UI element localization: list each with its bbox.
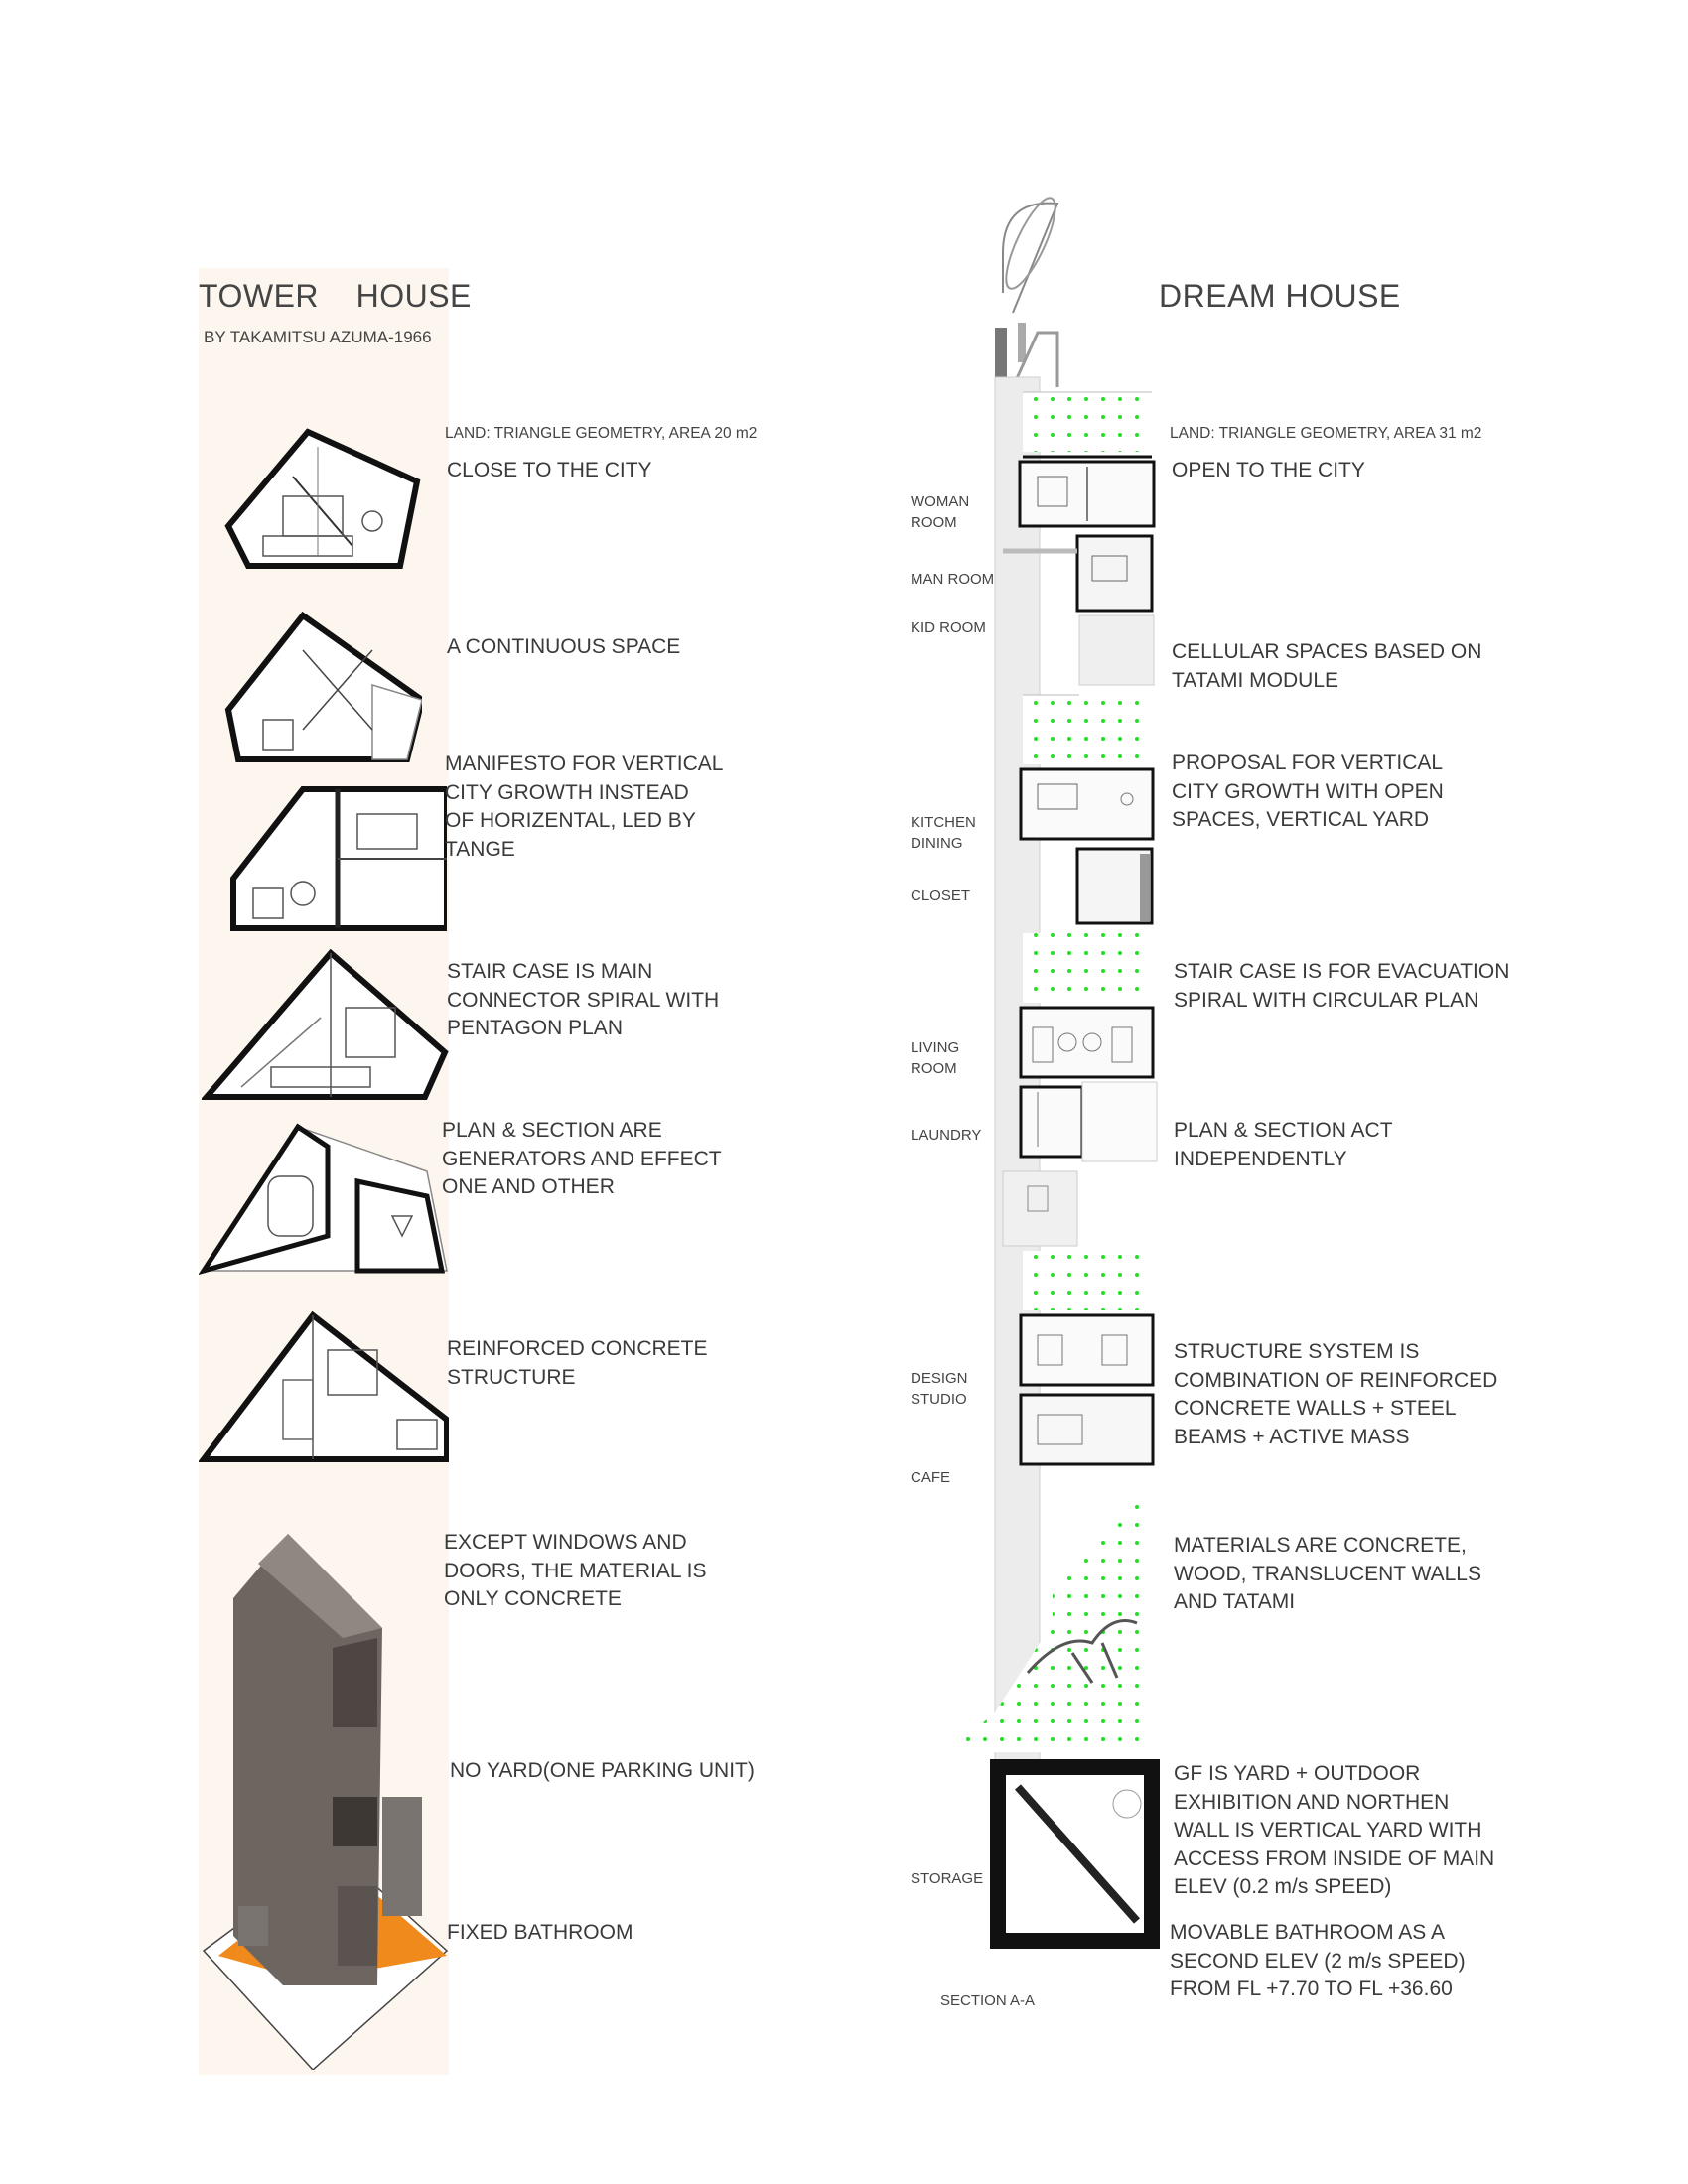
tower-land-text: LAND: TRIANGLE GEOMETRY, AREA 20 m2	[445, 425, 758, 442]
tower-house-3d-model	[199, 1529, 449, 2070]
tower-note-8: NO YARD(ONE PARKING UNIT)	[450, 1759, 755, 1782]
dream-note-8: GF IS YARD + OUTDOOR EXHIBITION AND NORTHEN WALL IS VERTICAL YARD WITH ACCESS FROM INSIDE OF MAIN ELEV (0.2 m/s SPEED)	[1174, 1762, 1495, 1898]
room-label-design-studio: DESIGN STUDIO	[911, 1370, 968, 1408]
tower-house-subtitle: BY TAKAMITSU AZUMA-1966	[204, 328, 432, 346]
room-label-kitchen: KITCHEN DINING	[911, 814, 976, 852]
dream-note-7: MATERIALS ARE CONCRETE, WOOD, TRANSLUCENT WALLS AND TATAMI	[1174, 1534, 1481, 1613]
tower-plan-2	[223, 611, 422, 769]
room-label-storage: STORAGE	[911, 1870, 984, 1887]
room-label-closet: CLOSET	[911, 887, 971, 904]
dream-note-9: MOVABLE BATHROOM AS A SECOND ELEV (2 m/s SPEED) FROM FL +7.70 TO FL +36.60	[1170, 1921, 1466, 2000]
room-label-woman: WOMAN ROOM	[911, 493, 970, 531]
room-label-living: LIVING ROOM	[911, 1039, 960, 1077]
tower-note-3: MANIFESTO FOR VERTICAL CITY GROWTH INSTEAD OF HORIZENTAL, LED BY TANGE	[445, 752, 723, 861]
tower-note-5: PLAN & SECTION ARE GENERATORS AND EFFECT ONE AND OTHER	[442, 1119, 722, 1198]
tower-note-6: REINFORCED CONCRETE STRUCTURE	[447, 1337, 708, 1389]
tower-note-7: EXCEPT WINDOWS AND DOORS, THE MATERIAL IS ONLY CONCRETE	[444, 1531, 707, 1610]
tower-note-1: CLOSE TO THE CITY	[447, 459, 652, 481]
tower-note-9: FIXED BATHROOM	[447, 1921, 633, 1944]
room-label-kid: KID ROOM	[911, 619, 986, 636]
section-label: SECTION A-A	[940, 1992, 1036, 2009]
dream-note-1: OPEN TO THE CITY	[1172, 459, 1365, 481]
room-label-man: MAN ROOM	[911, 571, 995, 588]
tower-plan-6	[199, 1310, 449, 1469]
dream-note-6: STRUCTURE SYSTEM IS COMBINATION OF REINFORCED CONCRETE WALLS + STEEL BEAMS + ACTIVE MASS	[1174, 1340, 1498, 1448]
dream-note-2: CELLULAR SPACES BASED ON TATAMI MODULE	[1172, 640, 1482, 692]
dream-land-text: LAND: TRIANGLE GEOMETRY, AREA 31 m2	[1170, 425, 1482, 442]
tower-plan-1	[223, 427, 422, 576]
tower-plan-5	[199, 1122, 449, 1276]
tower-house-title: TOWER HOUSE	[199, 278, 472, 314]
dream-note-3: PROPOSAL FOR VERTICAL CITY GROWTH WITH OPEN SPACES, VERTICAL YARD	[1172, 751, 1444, 831]
dream-note-4: STAIR CASE IS FOR EVACUATION SPIRAL WITH CIRCULAR PLAN	[1174, 960, 1510, 1012]
tower-note-4: STAIR CASE IS MAIN CONNECTOR SPIRAL WITH PENTAGON PLAN	[447, 960, 720, 1039]
room-label-cafe: CAFE	[911, 1469, 951, 1486]
tower-plan-3	[223, 784, 447, 933]
tower-note-2: A CONTINUOUS SPACE	[447, 635, 681, 658]
dream-note-5: PLAN & SECTION ACT INDEPENDENTLY	[1174, 1119, 1393, 1170]
tower-plan-4	[202, 948, 450, 1107]
dream-house-section	[943, 194, 1182, 2015]
room-label-laundry: LAUNDRY	[911, 1127, 982, 1144]
dream-house-title: DREAM HOUSE	[1159, 278, 1401, 314]
